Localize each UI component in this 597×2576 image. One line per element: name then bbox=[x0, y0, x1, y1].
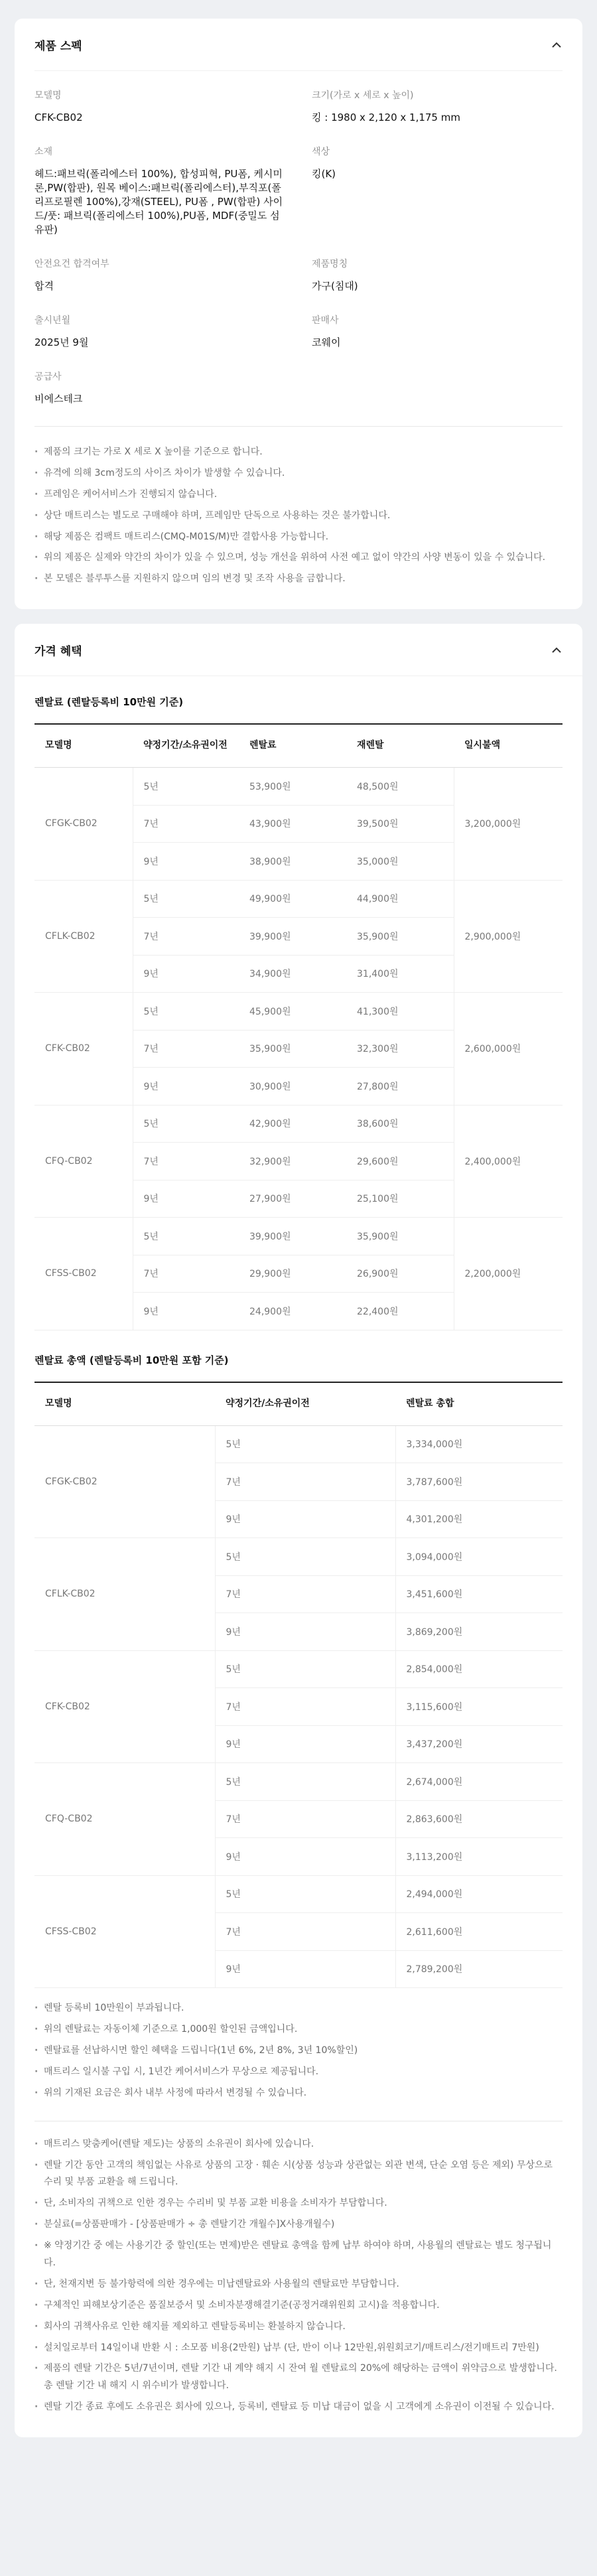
spec-item bbox=[34, 313, 285, 350]
model-cell: CFQ-CB02 bbox=[34, 1763, 215, 1876]
note-item: · 본 모델은 블루투스를 지원하지 않으며 임의 변경 및 조작 사용을 금합니다. bbox=[34, 571, 563, 588]
table-row bbox=[34, 768, 563, 806]
rental-table-header bbox=[34, 724, 563, 768]
rent-cell: 35,900원 bbox=[239, 1030, 346, 1068]
period-cell: 5년 bbox=[215, 1425, 395, 1463]
total-table bbox=[34, 1382, 563, 1989]
total-cell: 2,854,000원 bbox=[395, 1650, 563, 1688]
note-item: · 회사의 귀책사유로 인한 해지를 제외하고 렌탈등록비는 환불하지 않습니다. bbox=[34, 2319, 563, 2336]
note-item: · 렌탈 기간 동안 고객의 책임없는 사유로 상품의 고장 · 훼손 시(상품 성능과 상관없는 외관 변색, 단순 오염 등은 제외) 무상으로 수리 및 부품 교환을 해 드립니다. bbox=[34, 2157, 563, 2192]
chevron-up-icon[interactable] bbox=[551, 644, 563, 656]
model-cell: CFK-CB02 bbox=[34, 993, 133, 1106]
rent-cell: 39,900원 bbox=[239, 918, 346, 956]
period-cell: 7년 bbox=[215, 1913, 395, 1951]
period-cell: 7년 bbox=[215, 1463, 395, 1501]
spec-item bbox=[34, 370, 285, 406]
rent-cell: 24,900원 bbox=[239, 1293, 346, 1330]
total-cell: 3,094,000원 bbox=[395, 1538, 563, 1576]
period-cell: 7년 bbox=[133, 1030, 239, 1068]
total-table-header bbox=[34, 1382, 563, 1426]
rent-cell: 29,900원 bbox=[239, 1255, 346, 1293]
total-cell: 2,611,600원 bbox=[395, 1913, 563, 1951]
spec-card-header[interactable] bbox=[15, 19, 582, 70]
model-cell: CFGK-CB02 bbox=[34, 1425, 215, 1538]
period-cell: 9년 bbox=[215, 1500, 395, 1538]
spec-label: 색상 bbox=[312, 147, 330, 157]
price-notes-b bbox=[34, 2136, 563, 2416]
rerent-cell: 35,000원 bbox=[346, 843, 454, 881]
period-cell: 5년 bbox=[133, 880, 239, 918]
table-row bbox=[34, 880, 563, 918]
table-row bbox=[34, 1650, 563, 1688]
total-cell: 2,863,600원 bbox=[395, 1800, 563, 1838]
total-cell: 3,115,600원 bbox=[395, 1688, 563, 1726]
spec-label: 출시년월 bbox=[34, 315, 71, 326]
lump-sum-cell: 2,600,000원 bbox=[454, 993, 563, 1106]
note-item: · 렌탈 등록비 10만원이 부과됩니다. bbox=[34, 2000, 563, 2017]
spec-item bbox=[34, 145, 285, 237]
price-title: 가격 혜택 bbox=[34, 644, 82, 658]
column-header: 재렌탈 bbox=[346, 724, 454, 768]
spec-item bbox=[312, 257, 563, 293]
rerent-cell: 48,500원 bbox=[346, 768, 454, 806]
spec-label: 제품명칭 bbox=[312, 259, 348, 269]
note-item: · 프레임은 케어서비스가 진행되지 않습니다. bbox=[34, 486, 563, 504]
period-cell: 5년 bbox=[133, 768, 239, 806]
spec-value: 2025년 9월 bbox=[34, 336, 89, 348]
total-cell: 4,301,200원 bbox=[395, 1500, 563, 1538]
table-row bbox=[34, 1425, 563, 1463]
rerent-cell: 25,100원 bbox=[346, 1180, 454, 1218]
model-cell: CFSS-CB02 bbox=[34, 1875, 215, 1988]
spec-value: 합격 bbox=[34, 280, 54, 292]
rerent-cell: 22,400원 bbox=[346, 1293, 454, 1330]
note-item: · 유격에 의해 3cm정도의 사이즈 차이가 발생할 수 있습니다. bbox=[34, 465, 563, 482]
table-row bbox=[34, 1538, 563, 1576]
total-cell: 3,113,200원 bbox=[395, 1838, 563, 1876]
model-cell: CFGK-CB02 bbox=[34, 768, 133, 881]
spec-notes bbox=[34, 426, 563, 588]
note-item: · 위의 제품은 실제와 약간의 차이가 있을 수 있으며, 성능 개선을 위하여 사전 예고 없이 약간의 사양 변동이 있을 수 있습니다. bbox=[34, 549, 563, 567]
total-cell: 3,787,600원 bbox=[395, 1463, 563, 1501]
spec-label: 판매사 bbox=[312, 315, 339, 326]
note-item: · ※ 약정기간 중 에는 사용기간 중 할인(또는 면제)받은 렌탈료 총액을 함께 납부 하여야 하며, 사용월의 렌탈료는 별도 청구됩니다. bbox=[34, 2238, 563, 2272]
note-item: · 매트리스 일시불 구입 시, 1년간 케어서비스가 무상으로 제공됩니다. bbox=[34, 2064, 563, 2081]
column-header: 렌탈료 총합 bbox=[395, 1382, 563, 1426]
chevron-up-icon[interactable] bbox=[551, 38, 563, 50]
total-cell: 2,789,200원 bbox=[395, 1950, 563, 1988]
period-cell: 5년 bbox=[215, 1538, 395, 1576]
rerent-cell: 32,300원 bbox=[346, 1030, 454, 1068]
period-cell: 9년 bbox=[215, 1838, 395, 1876]
spec-value: CFK-CB02 bbox=[34, 111, 83, 123]
note-item: · 제품의 크기는 가로 X 세로 X 높이를 기준으로 합니다. bbox=[34, 444, 563, 461]
note-item: · 분실료(=상품판매가 - [상품판매가 ÷ 총 렌탈기간 개월수]X사용개월수) bbox=[34, 2216, 563, 2234]
total-table-title: 렌탈료 총액 (렌탈등록비 10만원 포함 기준) bbox=[34, 1354, 229, 1366]
note-item: · 단, 천재지변 등 불가항력에 의한 경우에는 미납렌탈료와 사용월의 렌탈료만 부담합니다. bbox=[34, 2276, 563, 2293]
period-cell: 5년 bbox=[133, 993, 239, 1031]
note-item: · 단, 소비자의 귀책으로 인한 경우는 수리비 및 부품 교환 비용을 소비자가 부담합니다. bbox=[34, 2195, 563, 2212]
spec-label: 안전요건 합격여부 bbox=[34, 259, 109, 269]
spec-value: 코웨이 bbox=[312, 336, 341, 348]
rent-cell: 43,900원 bbox=[239, 805, 346, 843]
spec-value: 헤드:패브릭(폴리에스터 100%), 합성피혁, PU폼, 케시미론,PW(합판), 원목 베이스:패브릭(폴리에스터),부직포(폴리프로필렌 100%),강재(STEEL), PU폼 , PW(합판) 사이드/풋: 패브릭(폴리에스터 100%),PU폼, MDF(중밀도 섬유판) bbox=[34, 168, 283, 236]
spec-value: 비에스테크 bbox=[34, 393, 83, 405]
price-notes-a bbox=[34, 1988, 563, 2102]
period-cell: 7년 bbox=[133, 805, 239, 843]
spec-label: 소재 bbox=[34, 147, 53, 157]
spec-item bbox=[312, 88, 563, 125]
note-item: · 제품의 렌탈 기간은 5년/7년이며, 렌탈 기간 내 계약 해지 시 잔여 월 렌탈료의 20%에 해당하는 금액이 위약금으로 발생합니다. 총 렌탈 기간 내 해지 시 위수비가 발생합니다. bbox=[34, 2360, 563, 2395]
rerent-cell: 44,900원 bbox=[346, 880, 454, 918]
spec-title: 제품 스펙 bbox=[34, 39, 82, 53]
total-cell: 2,674,000원 bbox=[395, 1763, 563, 1801]
spec-value: 킹(K) bbox=[312, 168, 336, 180]
total-cell: 2,494,000원 bbox=[395, 1875, 563, 1913]
table-row bbox=[34, 1763, 563, 1801]
rent-cell: 49,900원 bbox=[239, 880, 346, 918]
rent-cell: 42,900원 bbox=[239, 1105, 346, 1143]
total-cell: 3,334,000원 bbox=[395, 1425, 563, 1463]
period-cell: 9년 bbox=[215, 1613, 395, 1651]
spec-label: 공급사 bbox=[34, 372, 62, 382]
rerent-cell: 26,900원 bbox=[346, 1255, 454, 1293]
spec-card bbox=[15, 19, 582, 609]
lump-sum-cell: 2,900,000원 bbox=[454, 880, 563, 993]
rerent-cell: 27,800원 bbox=[346, 1068, 454, 1106]
rent-cell: 27,900원 bbox=[239, 1180, 346, 1218]
period-cell: 5년 bbox=[215, 1763, 395, 1801]
period-cell: 5년 bbox=[215, 1875, 395, 1913]
note-item: · 위의 렌탈료는 자동이체 기준으로 1,000원 할인된 금액입니다. bbox=[34, 2021, 563, 2039]
note-item: · 설치일로부터 14일이내 반환 시 : 소모품 비용(2만원) 납부 (단, 반이 이나 12만원,위원회코기/매트리스/전기매트리 7만원) bbox=[34, 2340, 563, 2357]
rent-cell: 39,900원 bbox=[239, 1218, 346, 1255]
rerent-cell: 29,600원 bbox=[346, 1143, 454, 1181]
table-row bbox=[34, 993, 563, 1031]
period-cell: 9년 bbox=[133, 1180, 239, 1218]
spec-value: 가구(침대) bbox=[312, 280, 358, 292]
rerent-cell: 35,900원 bbox=[346, 918, 454, 956]
period-cell: 5년 bbox=[133, 1218, 239, 1255]
rental-table bbox=[34, 723, 563, 1330]
table-row bbox=[34, 1875, 563, 1913]
rerent-cell: 41,300원 bbox=[346, 993, 454, 1031]
total-cell: 3,437,200원 bbox=[395, 1725, 563, 1763]
rent-cell: 45,900원 bbox=[239, 993, 346, 1031]
table-row bbox=[34, 1218, 563, 1255]
rent-cell: 38,900원 bbox=[239, 843, 346, 881]
note-item: · 구체적인 피해보상기준은 품질보증서 및 소비자분쟁해결기준(공정거래위원회 고시)을 적용합니다. bbox=[34, 2297, 563, 2315]
model-cell: CFQ-CB02 bbox=[34, 1105, 133, 1218]
note-item: · 해당 제품은 컴팩트 매트리스(CMQ-M01S/M)만 결합사용 가능합니다. bbox=[34, 529, 563, 546]
period-cell: 7년 bbox=[133, 918, 239, 956]
column-header: 모델명 bbox=[34, 1382, 215, 1426]
period-cell: 7년 bbox=[133, 1255, 239, 1293]
price-card bbox=[15, 624, 582, 2437]
rerent-cell: 38,600원 bbox=[346, 1105, 454, 1143]
period-cell: 9년 bbox=[133, 843, 239, 881]
period-cell: 7년 bbox=[215, 1800, 395, 1838]
period-cell: 9년 bbox=[133, 955, 239, 993]
note-item: · 상단 매트리스는 별도로 구매해야 하며, 프레임만 단독으로 사용하는 것은 불가합니다. bbox=[34, 508, 563, 525]
spec-item bbox=[312, 313, 563, 350]
column-header: 약정기간/소유권이전 bbox=[215, 1382, 395, 1426]
model-cell: CFK-CB02 bbox=[34, 1650, 215, 1763]
note-item: · 렌탈 기간 종료 후에도 소유권은 회사에 있으나, 등록비, 렌탈료 등 미납 대금이 없을 시 고객에게 소유권이 이전될 수 있습니다. bbox=[34, 2399, 563, 2416]
total-cell: 3,869,200원 bbox=[395, 1613, 563, 1651]
rerent-cell: 31,400원 bbox=[346, 955, 454, 993]
note-item: · 매트리스 맞춤케어(렌탈 제도)는 상품의 소유권이 회사에 있습니다. bbox=[34, 2136, 563, 2153]
column-header: 약정기간/소유권이전 bbox=[133, 724, 239, 768]
price-card-header[interactable] bbox=[15, 624, 582, 676]
period-cell: 7년 bbox=[215, 1575, 395, 1613]
period-cell: 9년 bbox=[215, 1725, 395, 1763]
column-header: 렌탈료 bbox=[239, 724, 346, 768]
rent-cell: 30,900원 bbox=[239, 1068, 346, 1106]
period-cell: 7년 bbox=[215, 1688, 395, 1726]
spec-label: 크기(가로 x 세로 x 높이) bbox=[312, 90, 414, 101]
rent-cell: 53,900원 bbox=[239, 768, 346, 806]
lump-sum-cell: 2,400,000원 bbox=[454, 1105, 563, 1218]
spec-item bbox=[34, 88, 285, 125]
period-cell: 9년 bbox=[133, 1068, 239, 1106]
period-cell: 5년 bbox=[133, 1105, 239, 1143]
period-cell: 9년 bbox=[133, 1293, 239, 1330]
spec-item bbox=[312, 145, 563, 237]
period-cell: 5년 bbox=[215, 1650, 395, 1688]
rent-cell: 32,900원 bbox=[239, 1143, 346, 1181]
spec-label: 모델명 bbox=[34, 90, 62, 101]
note-item: · 위의 기재된 요금은 회사 내부 사정에 따라서 변경될 수 있습니다. bbox=[34, 2085, 563, 2102]
period-cell: 7년 bbox=[133, 1143, 239, 1181]
rental-table-title: 렌탈료 (렌탈등록비 10만원 기준) bbox=[34, 696, 184, 709]
note-item: · 렌탈료를 선납하시면 할인 혜택을 드립니다(1년 6%, 2년 8%, 3년 10%할인) bbox=[34, 2042, 563, 2060]
spec-value: 킹 : 1980 x 2,120 x 1,175 mm bbox=[312, 111, 460, 123]
model-cell: CFLK-CB02 bbox=[34, 1538, 215, 1651]
model-cell: CFLK-CB02 bbox=[34, 880, 133, 993]
column-header: 일시불액 bbox=[454, 724, 563, 768]
lump-sum-cell: 2,200,000원 bbox=[454, 1218, 563, 1330]
rerent-cell: 39,500원 bbox=[346, 805, 454, 843]
period-cell: 9년 bbox=[215, 1950, 395, 1988]
column-header: 모델명 bbox=[34, 724, 133, 768]
total-cell: 3,451,600원 bbox=[395, 1575, 563, 1613]
model-cell: CFSS-CB02 bbox=[34, 1218, 133, 1330]
table-row bbox=[34, 1105, 563, 1143]
spec-item bbox=[34, 257, 285, 293]
rent-cell: 34,900원 bbox=[239, 955, 346, 993]
lump-sum-cell: 3,200,000원 bbox=[454, 768, 563, 881]
spec-grid bbox=[34, 70, 563, 426]
rerent-cell: 35,900원 bbox=[346, 1218, 454, 1255]
